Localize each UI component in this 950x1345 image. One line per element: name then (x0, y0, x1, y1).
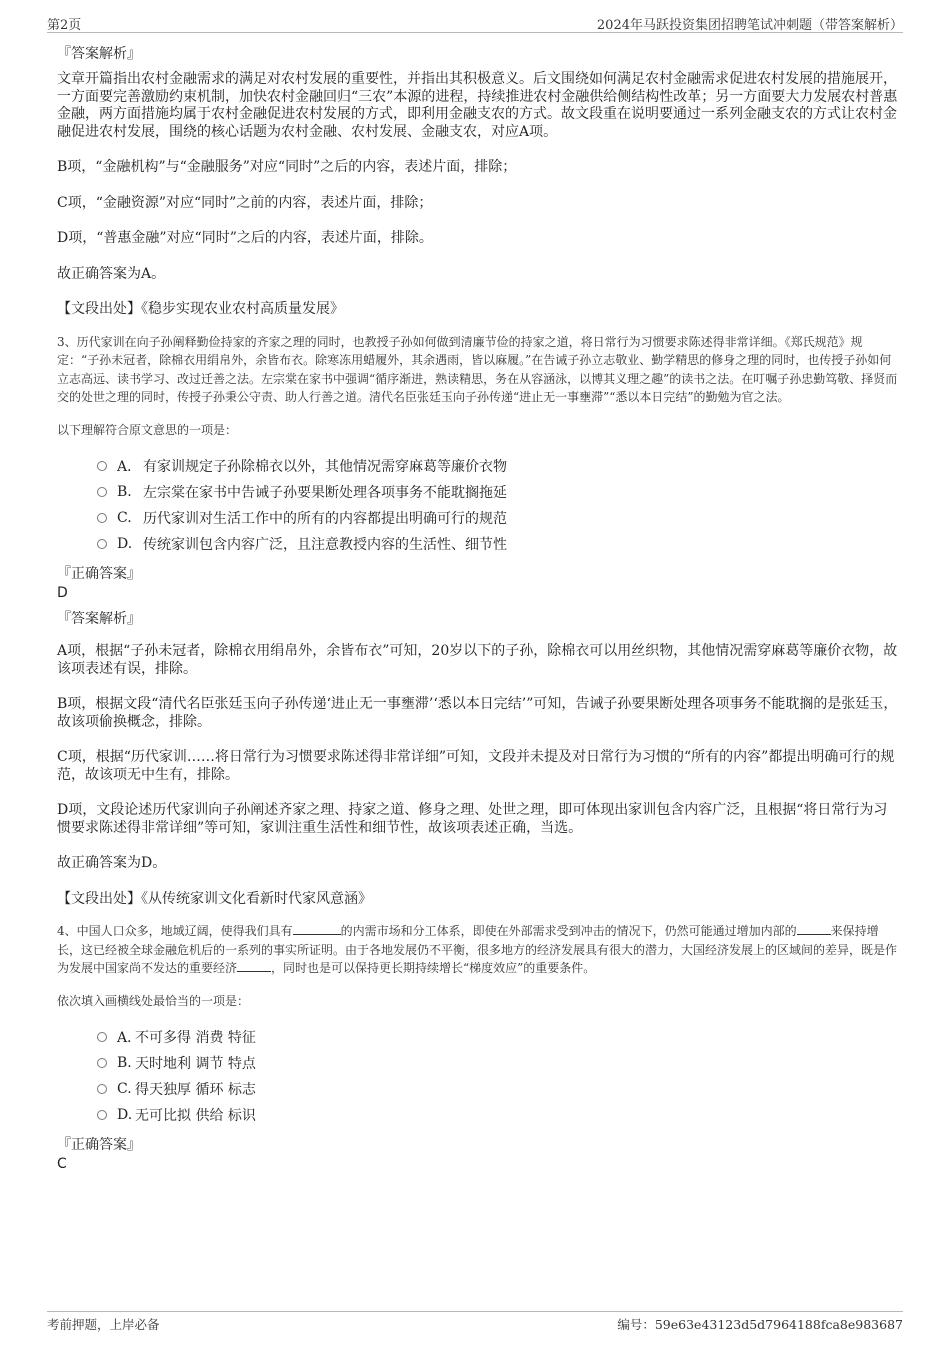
page-footer (47, 1315, 903, 1333)
footer-slogan: 考前押题，上岸必备 (47, 1317, 160, 1332)
correct-answer: C (57, 1156, 67, 1172)
analysis-option-d: D项，“普惠金融”对应“同时”之后的内容，表述片面，排除。 (57, 230, 433, 246)
radio-icon[interactable] (97, 539, 107, 549)
option-d[interactable] (97, 1102, 899, 1128)
question-prompt: 以下理解符合原文意思的一项是： (57, 422, 238, 437)
document-title: 2024年马跃投资集团招聘笔试冲刺题（带答案解析） (596, 18, 903, 33)
analysis-option-b: B项，根据文段“清代名臣张廷玉向子孙传递‘进止无一事壅滞’‘悉以本日完结’”可知，告诫子孙要果断处理各项事务不能耽搁的是张廷玉，故该项偷换概念，排除。 (57, 696, 898, 730)
analysis-paragraph: 文章开篇指出农村金融需求的满足对农村发展的重要性，并指出其积极意义。后文围绕如何满足农村金融需求促进农村发展的措施展开，一方面要完善激励约束机制，加快农村金融回归“三农”本源的进程，持续推进农村金融供给侧结构性改革；另一方面要大力发展农村普惠金融，两方面措施均属于农村金融促进农村发展的方式，即利用金融支农的方式。故文段重在说明要通过一系列金融支农的方式让农村金融促进农村发展，围绕的核心话题为农村金融、农村发展、金融支农，对应A项。 (57, 71, 898, 140)
option-letter: A． (117, 459, 142, 475)
analysis-option-c: C项，“金融资源”对应“同时”之前的内容，表述片面，排除； (57, 194, 433, 211)
option-letter: B. (117, 1055, 132, 1071)
option-letter: C. (117, 510, 132, 526)
option-text: 左宗棠在家书中告诫子孙要果断处理各项事务不能耽搁拖延 (143, 485, 507, 501)
analysis-option-b: B项，“金融机构”与“金融服务”对应“同时”之后的内容，表述片面，排除； (57, 159, 517, 175)
correct-answer-label: 『正确答案』 (57, 566, 141, 582)
analysis-option-d: D项，文段论述历代家训向子孙阐述齐家之理、持家之道、修身之理、处世之理，即可体现出家训包含内容广泛，且根据“将日常行为习惯要求陈述得非常详细”等可知，家训注重生活性和细节性，故该项表述正确，当选。 (57, 802, 888, 836)
fill-blank-3 (237, 959, 271, 972)
option-letter: C. (117, 1081, 132, 1097)
question-stem (57, 922, 899, 978)
question-stem: 3、历代家训在向子孙阐释勤俭持家的齐家之理的同时，也教授子孙如何做到清廉节俭的持家之道，将日常行为习惯要求陈述得非常详细。《郑氏规范》规定：“子孙未冠者，除棉衣用绢帛外，余皆布衣。除寒冻用蜡履外，其余遇雨，皆以麻履。”在告诫子孙立志敬业、勤学精思的修身之理的同时，也传授子孙如何立志高远、读书学习、改过迁善之法。左宗棠在家书中强调“循序渐进，熟读精思，务在从容涵泳，以博其义理之趣”的读书之法。在叮嘱子孙忠勤笃敬、择贤而交的处世之理的同时，传授子孙秉公守责、助人行善之道。清代名臣张廷玉向子孙传递“进止无一事壅滞”“悉以本日完结”的勤勉为官之法。 (57, 334, 898, 404)
question-4 (57, 922, 899, 1173)
fill-blank-2 (797, 922, 831, 935)
option-letter: D. (117, 1107, 133, 1123)
header-divider (47, 32, 903, 33)
radio-icon[interactable] (97, 1084, 107, 1094)
analysis-label: 『答案解析』 (57, 46, 141, 62)
footer-divider (47, 1311, 903, 1312)
radio-icon[interactable] (97, 1110, 107, 1120)
stem-part-1: 4、中国人口众多，地域辽阔，使得我们具有 (57, 924, 293, 938)
analysis-option-a: A项，根据“子孙未冠者，除棉衣用绢帛外，余皆布衣”可知，20岁以下的子孙，除棉衣可以用丝织物，其他情况需穿麻葛等廉价衣物，故该项表述有误，排除。 (57, 643, 898, 677)
question-2-tail (57, 44, 899, 319)
document-id: 编号：59e63e43123d5d7964188fca8e983687 (617, 1317, 903, 1332)
stem-part-3: 来保持增长，这已经被全球金融危机后的一系列的事实所证明。由于各地发展仍不平衡，很多地方的经济发展具有很大的潜力，大国经济发展上的区域间的差异，既是作为发展中国家尚不发达的重要经济 (57, 924, 898, 975)
stem-part-4: ，同时也是可以保持更长期持续增长“梯度效应”的重要条件。 (271, 961, 596, 975)
option-list (57, 453, 899, 557)
option-list (57, 1024, 899, 1128)
option-letter: A． (117, 1030, 142, 1046)
analysis-label: 『答案解析』 (57, 611, 141, 627)
option-letter: B. (117, 484, 132, 500)
option-letter: D. (117, 536, 133, 552)
page-number: 第2页 (47, 18, 82, 33)
option-text: 天时地利 调节 特点 (135, 1056, 256, 1072)
option-text: 无可比拟 供给 标识 (135, 1108, 256, 1124)
correct-answer-label: 『正确答案』 (57, 1137, 141, 1153)
question-prompt: 依次填入画横线处最恰当的一项是： (57, 993, 250, 1008)
option-text: 不可多得 消费 特征 (135, 1030, 256, 1046)
correct-answer: D (57, 585, 68, 601)
conclusion: 故正确答案为D。 (57, 855, 167, 871)
question-3 (57, 333, 899, 909)
option-a[interactable] (97, 453, 899, 479)
source-citation: 【文段出处】《稳步实现农业农村高质量发展》 (57, 301, 344, 317)
fill-blank-1 (293, 922, 341, 935)
radio-icon[interactable] (97, 513, 107, 523)
option-text: 传统家训包含内容广泛，且注意教授内容的生活性、细节性 (143, 537, 507, 553)
radio-icon[interactable] (97, 487, 107, 497)
option-a[interactable] (97, 1024, 899, 1050)
conclusion: 故正确答案为A。 (57, 265, 166, 282)
source-citation: 【文段出处】《从传统家训文化看新时代家风意涵》 (57, 890, 372, 907)
option-text: 有家训规定子孙除棉衣以外，其他情况需穿麻葛等廉价衣物 (143, 459, 507, 475)
option-text: 得天独厚 循环 标志 (135, 1082, 256, 1098)
option-d[interactable] (97, 531, 899, 557)
option-b[interactable] (97, 1050, 899, 1076)
page-header (47, 14, 903, 33)
option-c[interactable] (97, 505, 899, 531)
stem-part-2: 的内需市场和分工体系，即使在外部需求受到冲击的情况下，仍然可能通过增加内部的 (340, 924, 797, 938)
option-b[interactable] (97, 479, 899, 505)
radio-icon[interactable] (97, 461, 107, 471)
analysis-option-c: C项，根据“历代家训……将日常行为习惯要求陈述得非常详细”可知，文段并未提及对日常行为习惯的“所有的内容”都提出明确可行的规范，故该项无中生有，排除。 (57, 749, 895, 783)
option-text: 历代家训对生活工作中的所有的内容都提出明确可行的规范 (143, 511, 507, 527)
page-content (57, 44, 899, 1173)
radio-icon[interactable] (97, 1032, 107, 1042)
option-c[interactable] (97, 1076, 899, 1102)
radio-icon[interactable] (97, 1058, 107, 1068)
